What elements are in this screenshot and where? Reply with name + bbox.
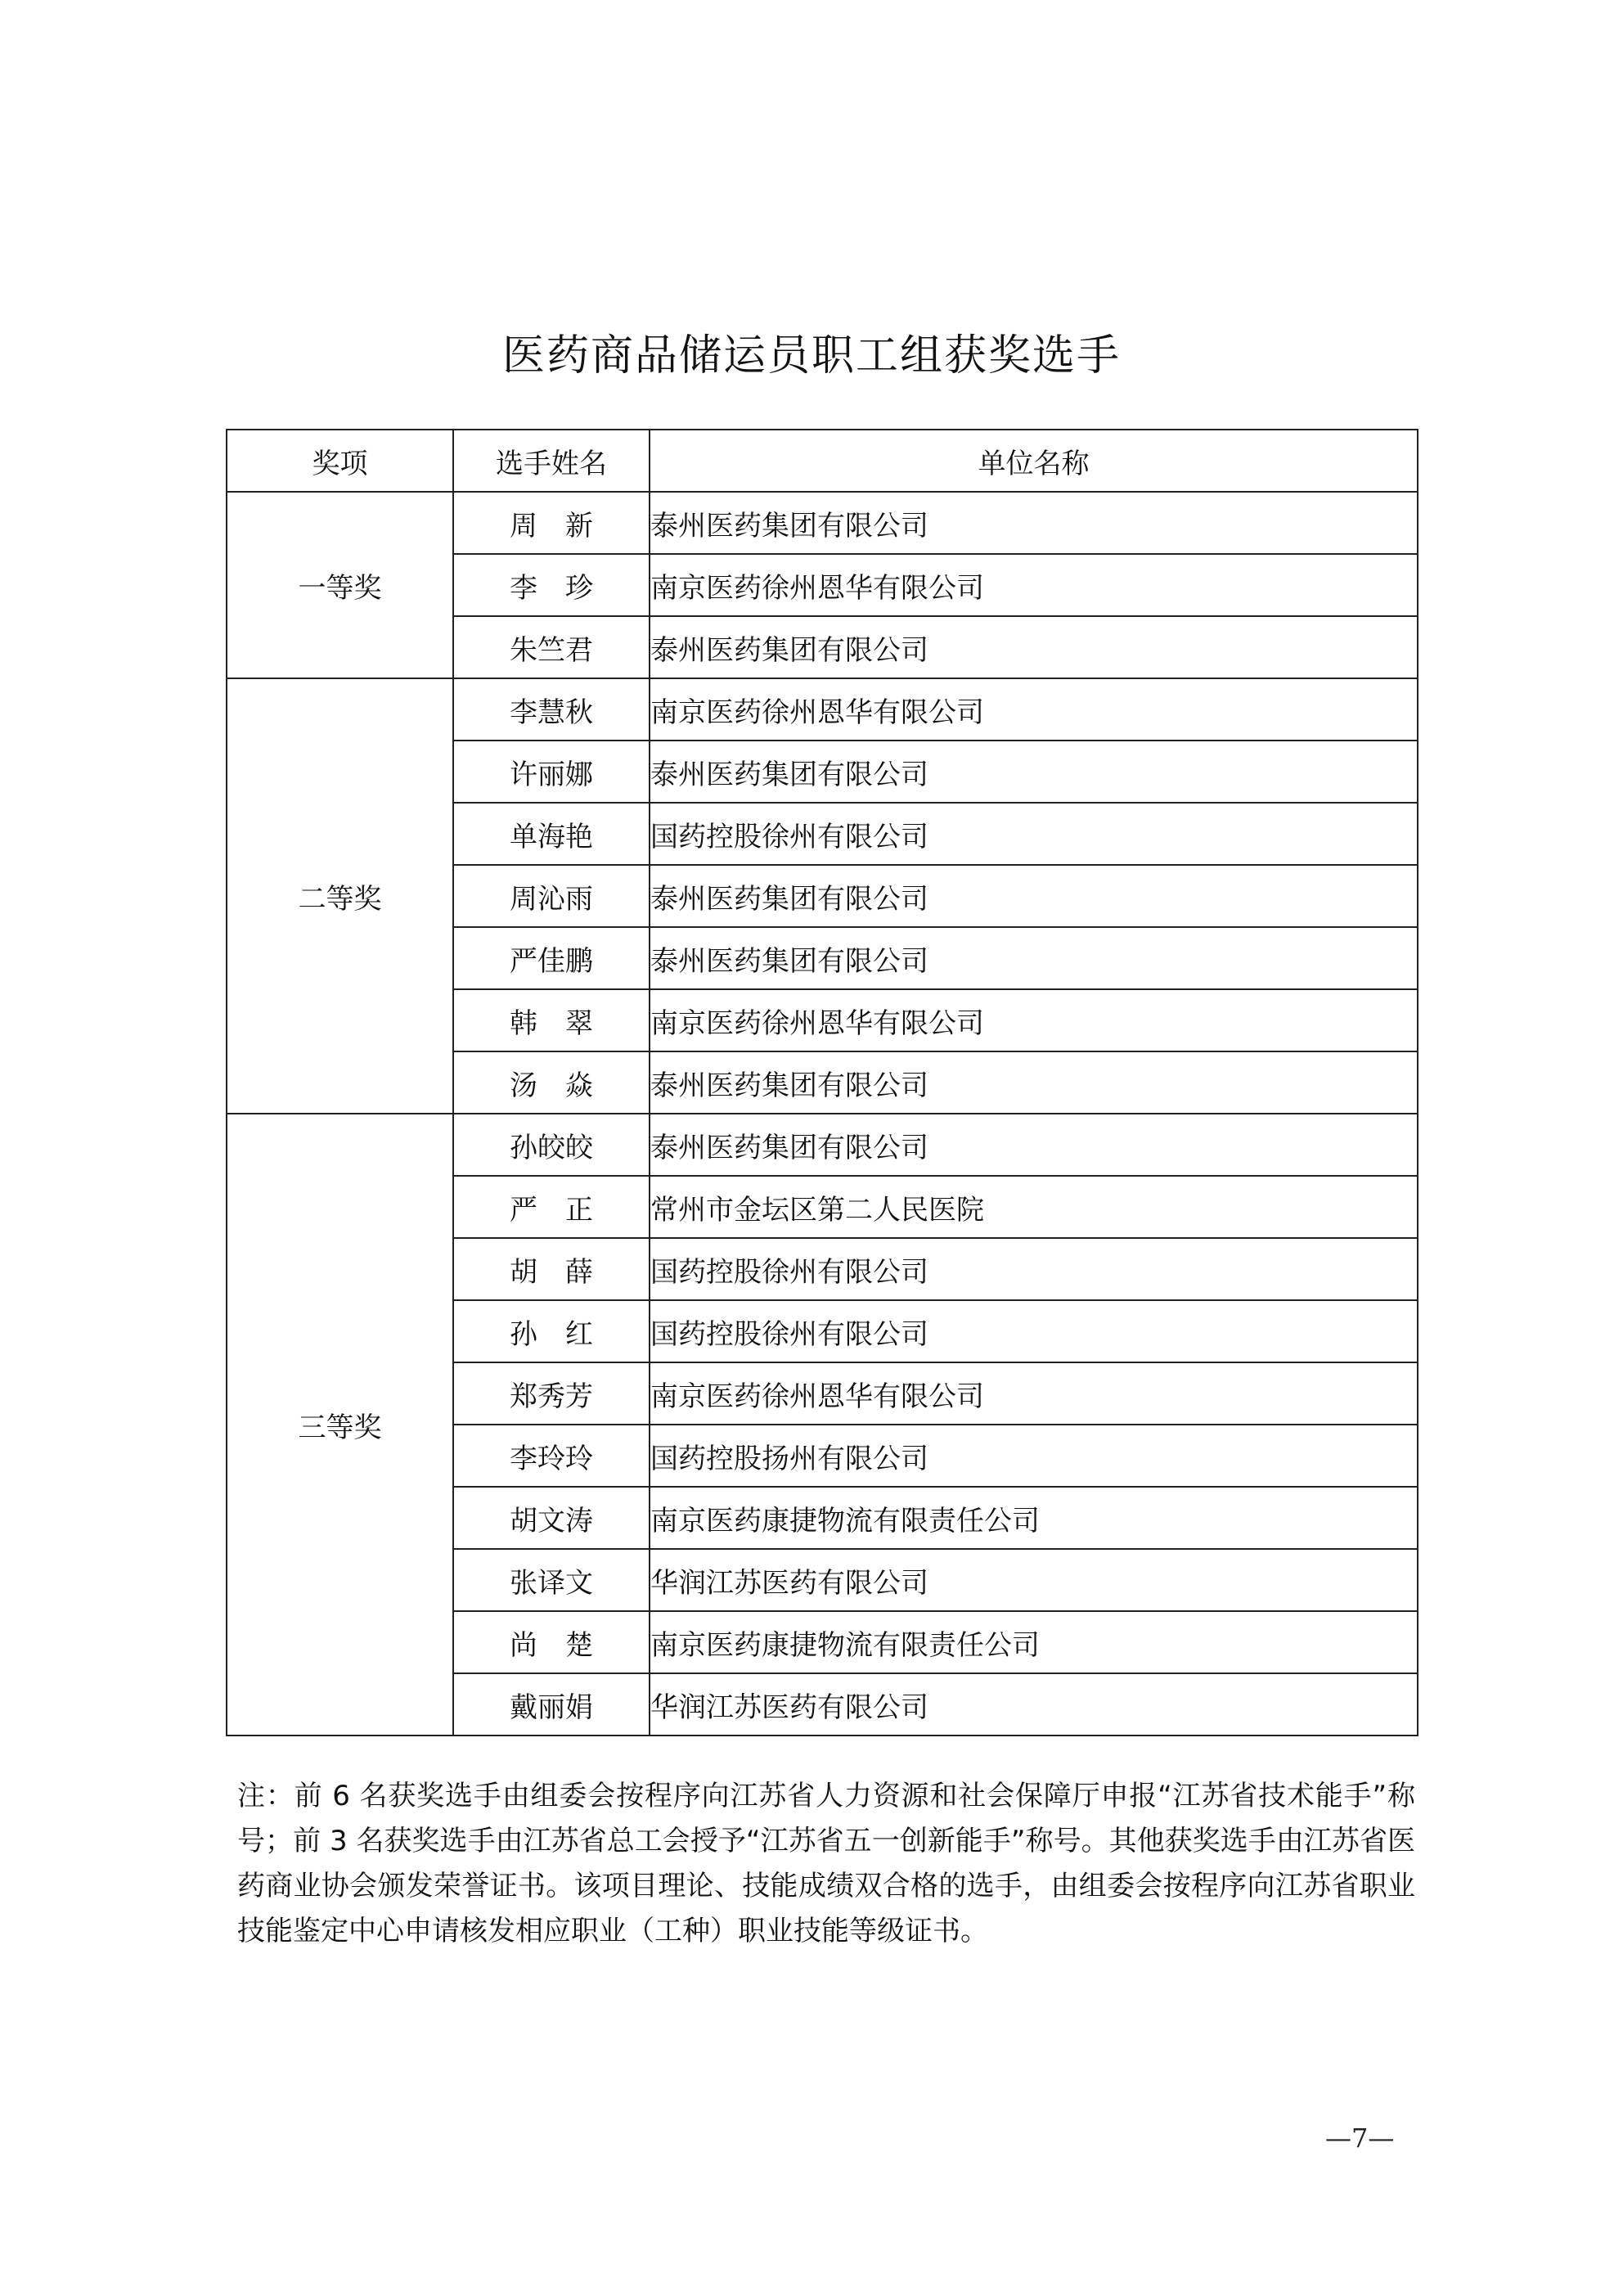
unit-cell: 南京医药徐州恩华有限公司 [650, 554, 1418, 616]
award-cell-first: 一等奖 [227, 492, 453, 678]
unit-cell: 泰州医药集团有限公司 [650, 865, 1418, 927]
unit-cell: 华润江苏医药有限公司 [650, 1673, 1418, 1736]
name-cell: 严佳鹏 [453, 927, 650, 989]
name-cell: 李 珍 [453, 554, 650, 616]
unit-cell: 泰州医药集团有限公司 [650, 1051, 1418, 1114]
unit-cell: 南京医药康捷物流有限责任公司 [650, 1611, 1418, 1673]
unit-cell: 南京医药徐州恩华有限公司 [650, 1362, 1418, 1425]
unit-cell: 国药控股扬州有限公司 [650, 1425, 1418, 1487]
unit-cell: 华润江苏医药有限公司 [650, 1549, 1418, 1611]
name-cell: 周沁雨 [453, 865, 650, 927]
name-cell: 胡文涛 [453, 1487, 650, 1549]
unit-cell: 南京医药康捷物流有限责任公司 [650, 1487, 1418, 1549]
award-cell-second: 二等奖 [227, 678, 453, 1114]
unit-cell: 南京医药徐州恩华有限公司 [650, 678, 1418, 741]
name-cell: 单海艳 [453, 803, 650, 865]
header-unit: 单位名称 [650, 430, 1418, 492]
unit-cell: 国药控股徐州有限公司 [650, 1300, 1418, 1362]
name-cell: 尚 楚 [453, 1611, 650, 1673]
name-cell: 郑秀芳 [453, 1362, 650, 1425]
name-cell: 孙皎皎 [453, 1114, 650, 1176]
name-cell: 李玲玲 [453, 1425, 650, 1487]
unit-cell: 常州市金坛区第二人民医院 [650, 1176, 1418, 1238]
name-cell: 戴丽娟 [453, 1673, 650, 1736]
award-cell-third: 三等奖 [227, 1114, 453, 1736]
award-table [226, 429, 1418, 1736]
name-cell: 胡 薛 [453, 1238, 650, 1300]
name-cell: 汤 焱 [453, 1051, 650, 1114]
unit-cell: 国药控股徐州有限公司 [650, 1238, 1418, 1300]
name-cell: 李慧秋 [453, 678, 650, 741]
footnote: 注：前 6 名获奖选手由组委会按程序向江苏省人力资源和社会保障厅申报“江苏省技术能手”称号；前 3 名获奖选手由江苏省总工会授予“江苏省五一创新能手”称号。其他获奖选手由江苏省医药商业协会颁发荣誉证书。该项目理论、技能成绩双合格的选手，由组委会按程序向江苏省职业技能鉴定中心申请核发相应职业（工种）职业技能等级证书。 [237, 1780, 1415, 1947]
name-cell: 孙 红 [453, 1300, 650, 1362]
page-number: —7— [1325, 2123, 1395, 2154]
table-row [227, 1114, 1418, 1176]
name-cell: 周 新 [453, 492, 650, 554]
unit-cell: 国药控股徐州有限公司 [650, 803, 1418, 865]
unit-cell: 泰州医药集团有限公司 [650, 492, 1418, 554]
name-cell: 韩 翠 [453, 989, 650, 1051]
name-cell: 朱竺君 [453, 616, 650, 678]
table-row [227, 492, 1418, 554]
unit-cell: 泰州医药集团有限公司 [650, 1114, 1418, 1176]
table-header-row [227, 430, 1418, 492]
table-row [227, 678, 1418, 741]
unit-cell: 南京医药徐州恩华有限公司 [650, 989, 1418, 1051]
name-cell: 许丽娜 [453, 741, 650, 803]
page-title: 医药商品储运员职工组获奖选手 [501, 331, 1121, 380]
name-cell: 严 正 [453, 1176, 650, 1238]
header-name: 选手姓名 [453, 430, 650, 492]
name-cell: 张译文 [453, 1549, 650, 1611]
header-award: 奖项 [227, 430, 453, 492]
unit-cell: 泰州医药集团有限公司 [650, 741, 1418, 803]
unit-cell: 泰州医药集团有限公司 [650, 616, 1418, 678]
unit-cell: 泰州医药集团有限公司 [650, 927, 1418, 989]
